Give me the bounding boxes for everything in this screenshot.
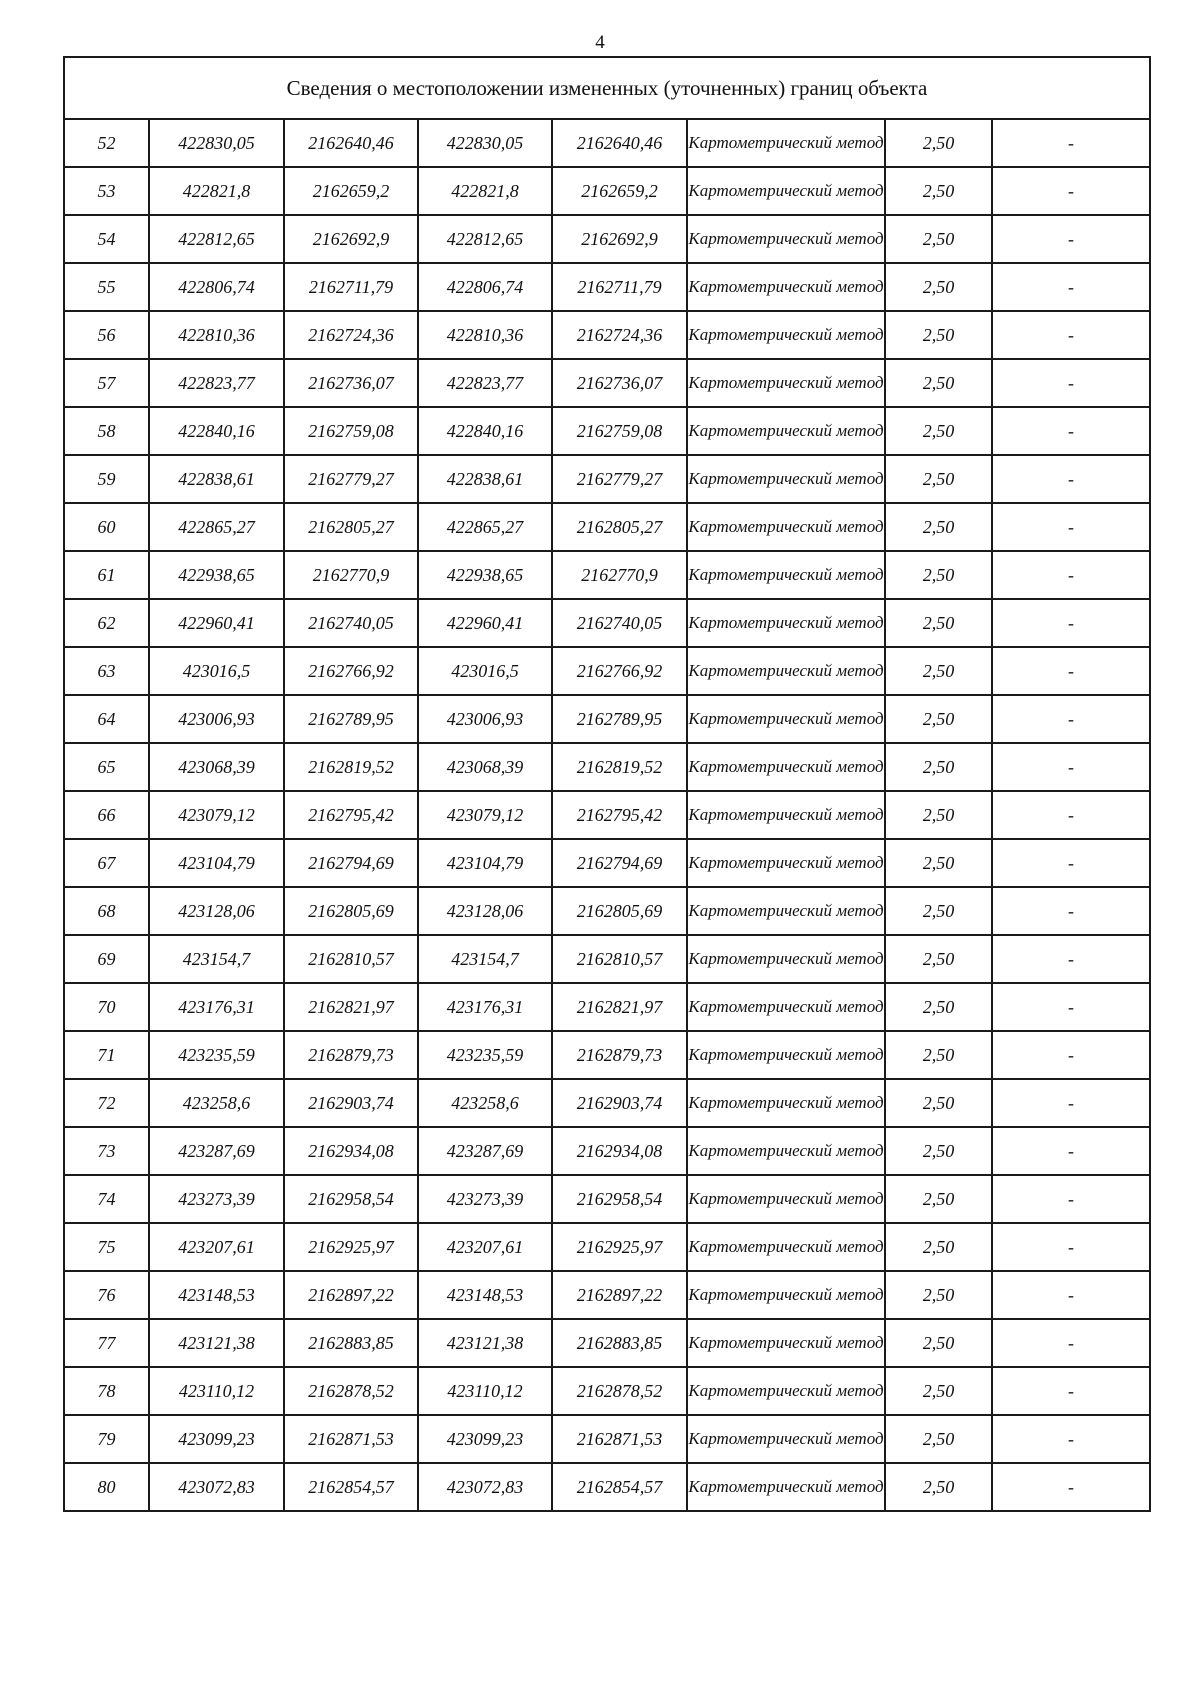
new-y-cell: 2162794,69 xyxy=(552,839,687,887)
point-number-cell: 56 xyxy=(64,311,149,359)
existing-x-cell: 423176,31 xyxy=(149,983,284,1031)
accuracy-cell: 2,50 xyxy=(885,1319,992,1367)
note-cell: - xyxy=(992,1271,1150,1319)
existing-y-cell: 2162692,9 xyxy=(284,215,418,263)
accuracy-cell: 2,50 xyxy=(885,839,992,887)
method-cell: Картометрический метод xyxy=(687,551,885,599)
new-x-cell: 422865,27 xyxy=(418,503,552,551)
new-y-cell: 2162805,69 xyxy=(552,887,687,935)
method-cell: Картометрический метод xyxy=(687,599,885,647)
existing-x-cell: 422830,05 xyxy=(149,119,284,167)
existing-y-cell: 2162736,07 xyxy=(284,359,418,407)
existing-y-cell: 2162883,85 xyxy=(284,1319,418,1367)
accuracy-cell: 2,50 xyxy=(885,1127,992,1175)
point-number-cell: 80 xyxy=(64,1463,149,1511)
table-row xyxy=(64,263,1150,311)
existing-y-cell: 2162879,73 xyxy=(284,1031,418,1079)
new-y-cell: 2162736,07 xyxy=(552,359,687,407)
existing-y-cell: 2162934,08 xyxy=(284,1127,418,1175)
new-x-cell: 423258,6 xyxy=(418,1079,552,1127)
table-row xyxy=(64,359,1150,407)
table-row xyxy=(64,599,1150,647)
point-number-cell: 52 xyxy=(64,119,149,167)
accuracy-cell: 2,50 xyxy=(885,887,992,935)
new-y-cell: 2162692,9 xyxy=(552,215,687,263)
existing-y-cell: 2162770,9 xyxy=(284,551,418,599)
new-x-cell: 423287,69 xyxy=(418,1127,552,1175)
new-y-cell: 2162766,92 xyxy=(552,647,687,695)
accuracy-cell: 2,50 xyxy=(885,743,992,791)
table-row xyxy=(64,1415,1150,1463)
method-cell: Картометрический метод xyxy=(687,1415,885,1463)
note-cell: - xyxy=(992,1031,1150,1079)
existing-x-cell: 423273,39 xyxy=(149,1175,284,1223)
existing-y-cell: 2162779,27 xyxy=(284,455,418,503)
point-number-cell: 54 xyxy=(64,215,149,263)
new-x-cell: 423068,39 xyxy=(418,743,552,791)
accuracy-cell: 2,50 xyxy=(885,119,992,167)
table-title-row xyxy=(64,57,1150,119)
new-y-cell: 2162878,52 xyxy=(552,1367,687,1415)
method-cell: Картометрический метод xyxy=(687,935,885,983)
existing-x-cell: 423104,79 xyxy=(149,839,284,887)
point-number-cell: 67 xyxy=(64,839,149,887)
point-number-cell: 66 xyxy=(64,791,149,839)
new-x-cell: 423176,31 xyxy=(418,983,552,1031)
table-row xyxy=(64,1367,1150,1415)
existing-y-cell: 2162854,57 xyxy=(284,1463,418,1511)
new-x-cell: 423006,93 xyxy=(418,695,552,743)
point-number-cell: 77 xyxy=(64,1319,149,1367)
note-cell: - xyxy=(992,503,1150,551)
table-row xyxy=(64,1271,1150,1319)
method-cell: Картометрический метод xyxy=(687,1175,885,1223)
new-x-cell: 422840,16 xyxy=(418,407,552,455)
existing-x-cell: 423287,69 xyxy=(149,1127,284,1175)
table-row xyxy=(64,695,1150,743)
accuracy-cell: 2,50 xyxy=(885,455,992,503)
point-number-cell: 58 xyxy=(64,407,149,455)
method-cell: Картометрический метод xyxy=(687,311,885,359)
note-cell: - xyxy=(992,1367,1150,1415)
existing-x-cell: 423154,7 xyxy=(149,935,284,983)
method-cell: Картометрический метод xyxy=(687,503,885,551)
existing-y-cell: 2162794,69 xyxy=(284,839,418,887)
new-x-cell: 422806,74 xyxy=(418,263,552,311)
accuracy-cell: 2,50 xyxy=(885,1463,992,1511)
existing-x-cell: 422840,16 xyxy=(149,407,284,455)
point-number-cell: 61 xyxy=(64,551,149,599)
accuracy-cell: 2,50 xyxy=(885,1031,992,1079)
accuracy-cell: 2,50 xyxy=(885,503,992,551)
new-y-cell: 2162903,74 xyxy=(552,1079,687,1127)
method-cell: Картометрический метод xyxy=(687,119,885,167)
new-y-cell: 2162897,22 xyxy=(552,1271,687,1319)
new-y-cell: 2162925,97 xyxy=(552,1223,687,1271)
existing-y-cell: 2162740,05 xyxy=(284,599,418,647)
existing-x-cell: 423079,12 xyxy=(149,791,284,839)
accuracy-cell: 2,50 xyxy=(885,1271,992,1319)
point-number-cell: 73 xyxy=(64,1127,149,1175)
note-cell: - xyxy=(992,647,1150,695)
accuracy-cell: 2,50 xyxy=(885,935,992,983)
method-cell: Картометрический метод xyxy=(687,1031,885,1079)
note-cell: - xyxy=(992,359,1150,407)
existing-y-cell: 2162871,53 xyxy=(284,1415,418,1463)
point-number-cell: 71 xyxy=(64,1031,149,1079)
existing-y-cell: 2162659,2 xyxy=(284,167,418,215)
existing-y-cell: 2162925,97 xyxy=(284,1223,418,1271)
existing-x-cell: 423099,23 xyxy=(149,1415,284,1463)
method-cell: Картометрический метод xyxy=(687,167,885,215)
existing-x-cell: 423121,38 xyxy=(149,1319,284,1367)
new-x-cell: 422838,61 xyxy=(418,455,552,503)
existing-x-cell: 422810,36 xyxy=(149,311,284,359)
note-cell: - xyxy=(992,407,1150,455)
note-cell: - xyxy=(992,551,1150,599)
method-cell: Картометрический метод xyxy=(687,839,885,887)
accuracy-cell: 2,50 xyxy=(885,263,992,311)
new-x-cell: 423128,06 xyxy=(418,887,552,935)
table-row xyxy=(64,983,1150,1031)
existing-x-cell: 423072,83 xyxy=(149,1463,284,1511)
existing-y-cell: 2162958,54 xyxy=(284,1175,418,1223)
existing-x-cell: 422865,27 xyxy=(149,503,284,551)
table-title: Сведения о местоположении измененных (уточненных) границ объекта xyxy=(64,57,1150,119)
new-y-cell: 2162854,57 xyxy=(552,1463,687,1511)
note-cell: - xyxy=(992,1415,1150,1463)
table-row xyxy=(64,119,1150,167)
existing-x-cell: 423068,39 xyxy=(149,743,284,791)
accuracy-cell: 2,50 xyxy=(885,551,992,599)
table-row xyxy=(64,1127,1150,1175)
accuracy-cell: 2,50 xyxy=(885,983,992,1031)
point-number-cell: 62 xyxy=(64,599,149,647)
existing-y-cell: 2162789,95 xyxy=(284,695,418,743)
new-x-cell: 422830,05 xyxy=(418,119,552,167)
existing-y-cell: 2162821,97 xyxy=(284,983,418,1031)
new-y-cell: 2162640,46 xyxy=(552,119,687,167)
accuracy-cell: 2,50 xyxy=(885,167,992,215)
note-cell: - xyxy=(992,935,1150,983)
accuracy-cell: 2,50 xyxy=(885,791,992,839)
point-number-cell: 55 xyxy=(64,263,149,311)
point-number-cell: 65 xyxy=(64,743,149,791)
new-y-cell: 2162779,27 xyxy=(552,455,687,503)
existing-x-cell: 423207,61 xyxy=(149,1223,284,1271)
existing-y-cell: 2162759,08 xyxy=(284,407,418,455)
method-cell: Картометрический метод xyxy=(687,1319,885,1367)
new-y-cell: 2162795,42 xyxy=(552,791,687,839)
note-cell: - xyxy=(992,311,1150,359)
method-cell: Картометрический метод xyxy=(687,695,885,743)
existing-y-cell: 2162795,42 xyxy=(284,791,418,839)
table-row xyxy=(64,1319,1150,1367)
point-number-cell: 57 xyxy=(64,359,149,407)
note-cell: - xyxy=(992,887,1150,935)
method-cell: Картометрический метод xyxy=(687,887,885,935)
existing-x-cell: 422806,74 xyxy=(149,263,284,311)
accuracy-cell: 2,50 xyxy=(885,1223,992,1271)
boundary-coordinates-table xyxy=(63,56,1151,1512)
new-y-cell: 2162724,36 xyxy=(552,311,687,359)
note-cell: - xyxy=(992,1127,1150,1175)
method-cell: Картометрический метод xyxy=(687,1271,885,1319)
new-x-cell: 422821,8 xyxy=(418,167,552,215)
new-y-cell: 2162934,08 xyxy=(552,1127,687,1175)
existing-x-cell: 423110,12 xyxy=(149,1367,284,1415)
table-row xyxy=(64,1463,1150,1511)
new-y-cell: 2162759,08 xyxy=(552,407,687,455)
table-row xyxy=(64,551,1150,599)
existing-y-cell: 2162903,74 xyxy=(284,1079,418,1127)
note-cell: - xyxy=(992,983,1150,1031)
table-row xyxy=(64,1079,1150,1127)
new-x-cell: 422812,65 xyxy=(418,215,552,263)
new-y-cell: 2162958,54 xyxy=(552,1175,687,1223)
new-x-cell: 423235,59 xyxy=(418,1031,552,1079)
table-row xyxy=(64,311,1150,359)
note-cell: - xyxy=(992,1319,1150,1367)
new-x-cell: 423207,61 xyxy=(418,1223,552,1271)
existing-x-cell: 423148,53 xyxy=(149,1271,284,1319)
accuracy-cell: 2,50 xyxy=(885,647,992,695)
method-cell: Картометрический метод xyxy=(687,647,885,695)
method-cell: Картометрический метод xyxy=(687,359,885,407)
point-number-cell: 63 xyxy=(64,647,149,695)
new-y-cell: 2162819,52 xyxy=(552,743,687,791)
new-y-cell: 2162871,53 xyxy=(552,1415,687,1463)
point-number-cell: 70 xyxy=(64,983,149,1031)
method-cell: Картометрический метод xyxy=(687,1079,885,1127)
table-row xyxy=(64,503,1150,551)
new-x-cell: 422823,77 xyxy=(418,359,552,407)
method-cell: Картометрический метод xyxy=(687,407,885,455)
note-cell: - xyxy=(992,215,1150,263)
table-row xyxy=(64,791,1150,839)
accuracy-cell: 2,50 xyxy=(885,359,992,407)
existing-x-cell: 422960,41 xyxy=(149,599,284,647)
existing-x-cell: 423235,59 xyxy=(149,1031,284,1079)
accuracy-cell: 2,50 xyxy=(885,215,992,263)
new-y-cell: 2162810,57 xyxy=(552,935,687,983)
table-row xyxy=(64,839,1150,887)
existing-y-cell: 2162766,92 xyxy=(284,647,418,695)
note-cell: - xyxy=(992,263,1150,311)
new-y-cell: 2162821,97 xyxy=(552,983,687,1031)
existing-y-cell: 2162805,27 xyxy=(284,503,418,551)
existing-y-cell: 2162819,52 xyxy=(284,743,418,791)
note-cell: - xyxy=(992,455,1150,503)
new-x-cell: 422810,36 xyxy=(418,311,552,359)
new-y-cell: 2162879,73 xyxy=(552,1031,687,1079)
method-cell: Картометрический метод xyxy=(687,455,885,503)
method-cell: Картометрический метод xyxy=(687,1367,885,1415)
note-cell: - xyxy=(992,1223,1150,1271)
existing-y-cell: 2162878,52 xyxy=(284,1367,418,1415)
table-row xyxy=(64,407,1150,455)
table-row xyxy=(64,887,1150,935)
note-cell: - xyxy=(992,743,1150,791)
new-x-cell: 422938,65 xyxy=(418,551,552,599)
point-number-cell: 78 xyxy=(64,1367,149,1415)
point-number-cell: 76 xyxy=(64,1271,149,1319)
point-number-cell: 69 xyxy=(64,935,149,983)
new-x-cell: 423099,23 xyxy=(418,1415,552,1463)
table-row xyxy=(64,935,1150,983)
existing-x-cell: 422938,65 xyxy=(149,551,284,599)
method-cell: Картометрический метод xyxy=(687,263,885,311)
existing-x-cell: 422821,8 xyxy=(149,167,284,215)
accuracy-cell: 2,50 xyxy=(885,599,992,647)
existing-x-cell: 423258,6 xyxy=(149,1079,284,1127)
accuracy-cell: 2,50 xyxy=(885,407,992,455)
method-cell: Картометрический метод xyxy=(687,743,885,791)
method-cell: Картометрический метод xyxy=(687,1223,885,1271)
new-x-cell: 423154,7 xyxy=(418,935,552,983)
existing-x-cell: 422812,65 xyxy=(149,215,284,263)
point-number-cell: 53 xyxy=(64,167,149,215)
new-y-cell: 2162789,95 xyxy=(552,695,687,743)
point-number-cell: 64 xyxy=(64,695,149,743)
point-number-cell: 74 xyxy=(64,1175,149,1223)
new-x-cell: 423148,53 xyxy=(418,1271,552,1319)
new-x-cell: 423110,12 xyxy=(418,1367,552,1415)
new-x-cell: 423273,39 xyxy=(418,1175,552,1223)
existing-y-cell: 2162805,69 xyxy=(284,887,418,935)
new-y-cell: 2162883,85 xyxy=(552,1319,687,1367)
method-cell: Картометрический метод xyxy=(687,1127,885,1175)
existing-x-cell: 423016,5 xyxy=(149,647,284,695)
table-row xyxy=(64,647,1150,695)
note-cell: - xyxy=(992,119,1150,167)
accuracy-cell: 2,50 xyxy=(885,311,992,359)
method-cell: Картометрический метод xyxy=(687,983,885,1031)
new-y-cell: 2162659,2 xyxy=(552,167,687,215)
new-x-cell: 423104,79 xyxy=(418,839,552,887)
accuracy-cell: 2,50 xyxy=(885,1079,992,1127)
accuracy-cell: 2,50 xyxy=(885,695,992,743)
new-y-cell: 2162805,27 xyxy=(552,503,687,551)
new-x-cell: 423121,38 xyxy=(418,1319,552,1367)
new-x-cell: 423016,5 xyxy=(418,647,552,695)
method-cell: Картометрический метод xyxy=(687,215,885,263)
existing-y-cell: 2162724,36 xyxy=(284,311,418,359)
point-number-cell: 59 xyxy=(64,455,149,503)
new-x-cell: 423072,83 xyxy=(418,1463,552,1511)
table-row xyxy=(64,1175,1150,1223)
new-y-cell: 2162740,05 xyxy=(552,599,687,647)
table-row xyxy=(64,215,1150,263)
existing-y-cell: 2162640,46 xyxy=(284,119,418,167)
method-cell: Картометрический метод xyxy=(687,791,885,839)
note-cell: - xyxy=(992,695,1150,743)
existing-x-cell: 422823,77 xyxy=(149,359,284,407)
new-y-cell: 2162711,79 xyxy=(552,263,687,311)
table-row xyxy=(64,455,1150,503)
existing-x-cell: 423006,93 xyxy=(149,695,284,743)
new-x-cell: 422960,41 xyxy=(418,599,552,647)
table-row xyxy=(64,167,1150,215)
note-cell: - xyxy=(992,599,1150,647)
note-cell: - xyxy=(992,167,1150,215)
existing-x-cell: 423128,06 xyxy=(149,887,284,935)
existing-y-cell: 2162810,57 xyxy=(284,935,418,983)
note-cell: - xyxy=(992,1463,1150,1511)
existing-y-cell: 2162897,22 xyxy=(284,1271,418,1319)
note-cell: - xyxy=(992,1079,1150,1127)
existing-y-cell: 2162711,79 xyxy=(284,263,418,311)
method-cell: Картометрический метод xyxy=(687,1463,885,1511)
table-row xyxy=(64,1031,1150,1079)
accuracy-cell: 2,50 xyxy=(885,1175,992,1223)
table-row xyxy=(64,1223,1150,1271)
existing-x-cell: 422838,61 xyxy=(149,455,284,503)
point-number-cell: 72 xyxy=(64,1079,149,1127)
note-cell: - xyxy=(992,791,1150,839)
table-row xyxy=(64,743,1150,791)
point-number-cell: 60 xyxy=(64,503,149,551)
point-number-cell: 79 xyxy=(64,1415,149,1463)
new-y-cell: 2162770,9 xyxy=(552,551,687,599)
accuracy-cell: 2,50 xyxy=(885,1367,992,1415)
new-x-cell: 423079,12 xyxy=(418,791,552,839)
page-number: 4 xyxy=(595,32,605,53)
point-number-cell: 68 xyxy=(64,887,149,935)
point-number-cell: 75 xyxy=(64,1223,149,1271)
note-cell: - xyxy=(992,1175,1150,1223)
note-cell: - xyxy=(992,839,1150,887)
accuracy-cell: 2,50 xyxy=(885,1415,992,1463)
